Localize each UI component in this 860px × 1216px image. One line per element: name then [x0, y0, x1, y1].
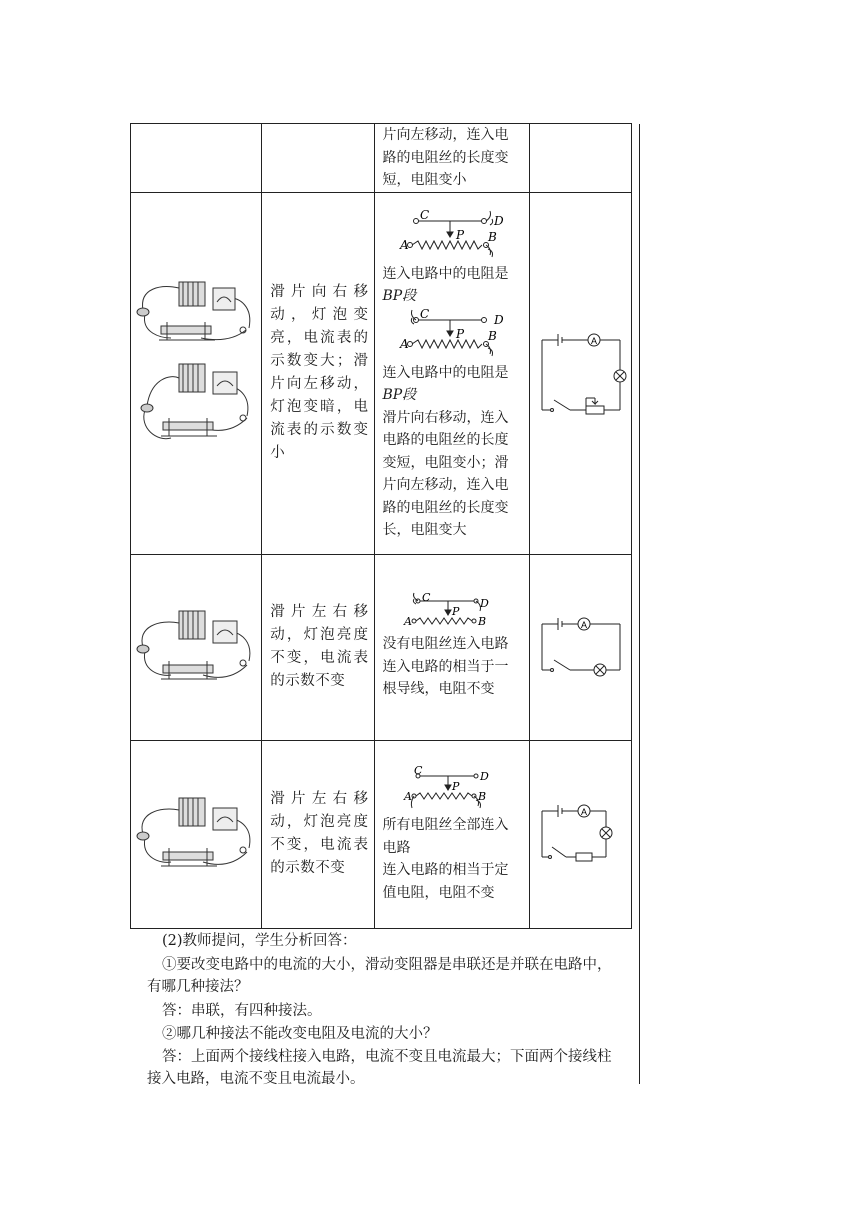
slider-p-label: P: [452, 605, 460, 619]
analysis-cell: [375, 192, 529, 554]
circuit-cell: [529, 124, 631, 193]
terminal-b-label: B: [478, 615, 487, 629]
analysis-line: BP段: [382, 288, 417, 304]
analysis-line: 片向左移动，连入电: [382, 477, 509, 493]
teacher-question-intro: (2)教师提问，学生分析回答：: [162, 933, 357, 949]
terminal-d-label: D: [480, 597, 490, 611]
circuit-diagram: [530, 328, 632, 418]
analysis-line: 连入电路的相当于一: [382, 658, 509, 675]
terminal-c-label: C: [414, 764, 423, 777]
circuit-cell: [529, 554, 631, 740]
phenomenon-text: 滑片左右移动，灯泡亮度不变，电流表的示数不变: [270, 604, 369, 689]
circuit-cell: [529, 192, 631, 554]
phenomenon-text: 滑片左右移动，灯泡亮度不变，电流表的示数不变: [270, 791, 369, 876]
analysis-line: 长，电阻变大: [382, 522, 467, 538]
terminal-a-label: A: [400, 336, 410, 351]
circuit-diagram: [530, 799, 632, 869]
analysis-line: 片向左移动，连入电: [382, 127, 509, 143]
phenomenon-cell: [262, 740, 375, 928]
terminal-a-label: A: [404, 615, 413, 629]
rheostat-diagram: [404, 593, 524, 633]
question-2: ②哪几种接法不能改变电阻及电流的大小？: [162, 1026, 438, 1042]
analysis-line: 变短，电阻变小；滑: [382, 454, 509, 471]
analysis-line: 滑片向右移动，连入: [382, 409, 509, 426]
table-row: [131, 192, 632, 554]
phenomenon-cell: [262, 192, 375, 554]
table-row: [131, 740, 632, 928]
analysis-line: 电路: [382, 839, 411, 856]
circuit-cell: [529, 740, 631, 928]
slider-p-label: P: [456, 227, 465, 242]
ammeter-label: A: [590, 336, 597, 346]
analysis-line: 路的电阻丝的长度变: [382, 499, 509, 516]
apparatus-cell: [131, 192, 262, 554]
analysis-line: 路的电阻丝的长度变: [382, 149, 509, 166]
analysis-line: 所有电阻丝全部连入: [382, 817, 509, 833]
question-1: ①要改变电路中的电流的大小，滑动变阻器是串联还是并联在电路中，: [162, 957, 612, 973]
apparatus-cell: [131, 740, 262, 928]
apparatus-photo-illustration: [131, 278, 262, 468]
page-right-rule: [639, 124, 640, 1084]
analysis-cell: [375, 124, 529, 193]
terminal-b-label: B: [488, 328, 498, 343]
analysis-line: 短，电阻变小: [382, 172, 467, 188]
terminal-a-label: A: [404, 790, 413, 803]
terminal-c-label: C: [422, 591, 431, 605]
terminal-d-label: D: [494, 312, 505, 327]
answer-1: 答：串联，有四种接法。: [162, 1003, 322, 1019]
analysis-cell: [375, 554, 529, 740]
terminal-c-label: C: [420, 306, 430, 321]
answer-2: 答：上面两个接线柱接入电路，电流不变且电流最大；下面两个接线柱: [162, 1049, 612, 1065]
ammeter-label: A: [580, 620, 587, 630]
analysis-line: 根导线，电阻不变: [382, 681, 495, 698]
apparatus-photo-illustration: [131, 597, 262, 697]
terminal-d-label: D: [494, 213, 505, 228]
analysis-cell: [375, 740, 529, 928]
experiment-table: [130, 123, 632, 929]
table-row: [131, 554, 632, 740]
rheostat-diagram: [402, 209, 522, 263]
phenomenon-text: 滑片向右移动，灯泡变亮，电流表的示数变大；滑片向左移动，灯泡变暗，电流表的示数变小: [270, 284, 369, 461]
terminal-c-label: C: [420, 207, 430, 222]
rheostat-diagram: [404, 766, 524, 814]
terminal-b-label: B: [478, 790, 487, 803]
rheostat-diagram: [402, 308, 522, 362]
apparatus-photo-illustration: [131, 784, 262, 884]
analysis-line: BP段: [382, 387, 417, 403]
analysis-line: 没有电阻丝连入电路: [382, 636, 509, 653]
ammeter-label: A: [580, 807, 587, 817]
apparatus-cell: [131, 554, 262, 740]
analysis-line: 值电阻，电阻不变: [382, 884, 495, 901]
analysis-line: 连入电路的相当于定: [382, 862, 509, 878]
slider-p-label: P: [452, 780, 460, 793]
question-1-cont: 有哪几种接法？: [147, 979, 249, 995]
table-row: [131, 124, 632, 193]
terminal-d-label: D: [480, 770, 490, 783]
answer-2-cont: 接入电路，电流不变且电流最小。: [147, 1071, 365, 1087]
slider-p-label: P: [456, 326, 465, 341]
circuit-diagram: [530, 612, 632, 682]
terminal-b-label: B: [488, 229, 498, 244]
phenomenon-cell: [262, 124, 375, 193]
terminal-a-label: A: [400, 237, 410, 252]
apparatus-cell: [131, 124, 262, 193]
analysis-line: 连入电路中的电阻是: [382, 265, 509, 282]
analysis-line: 连入电路中的电阻是: [382, 364, 509, 381]
analysis-line: 电路的电阻丝的长度: [382, 432, 509, 448]
phenomenon-cell: [262, 554, 375, 740]
